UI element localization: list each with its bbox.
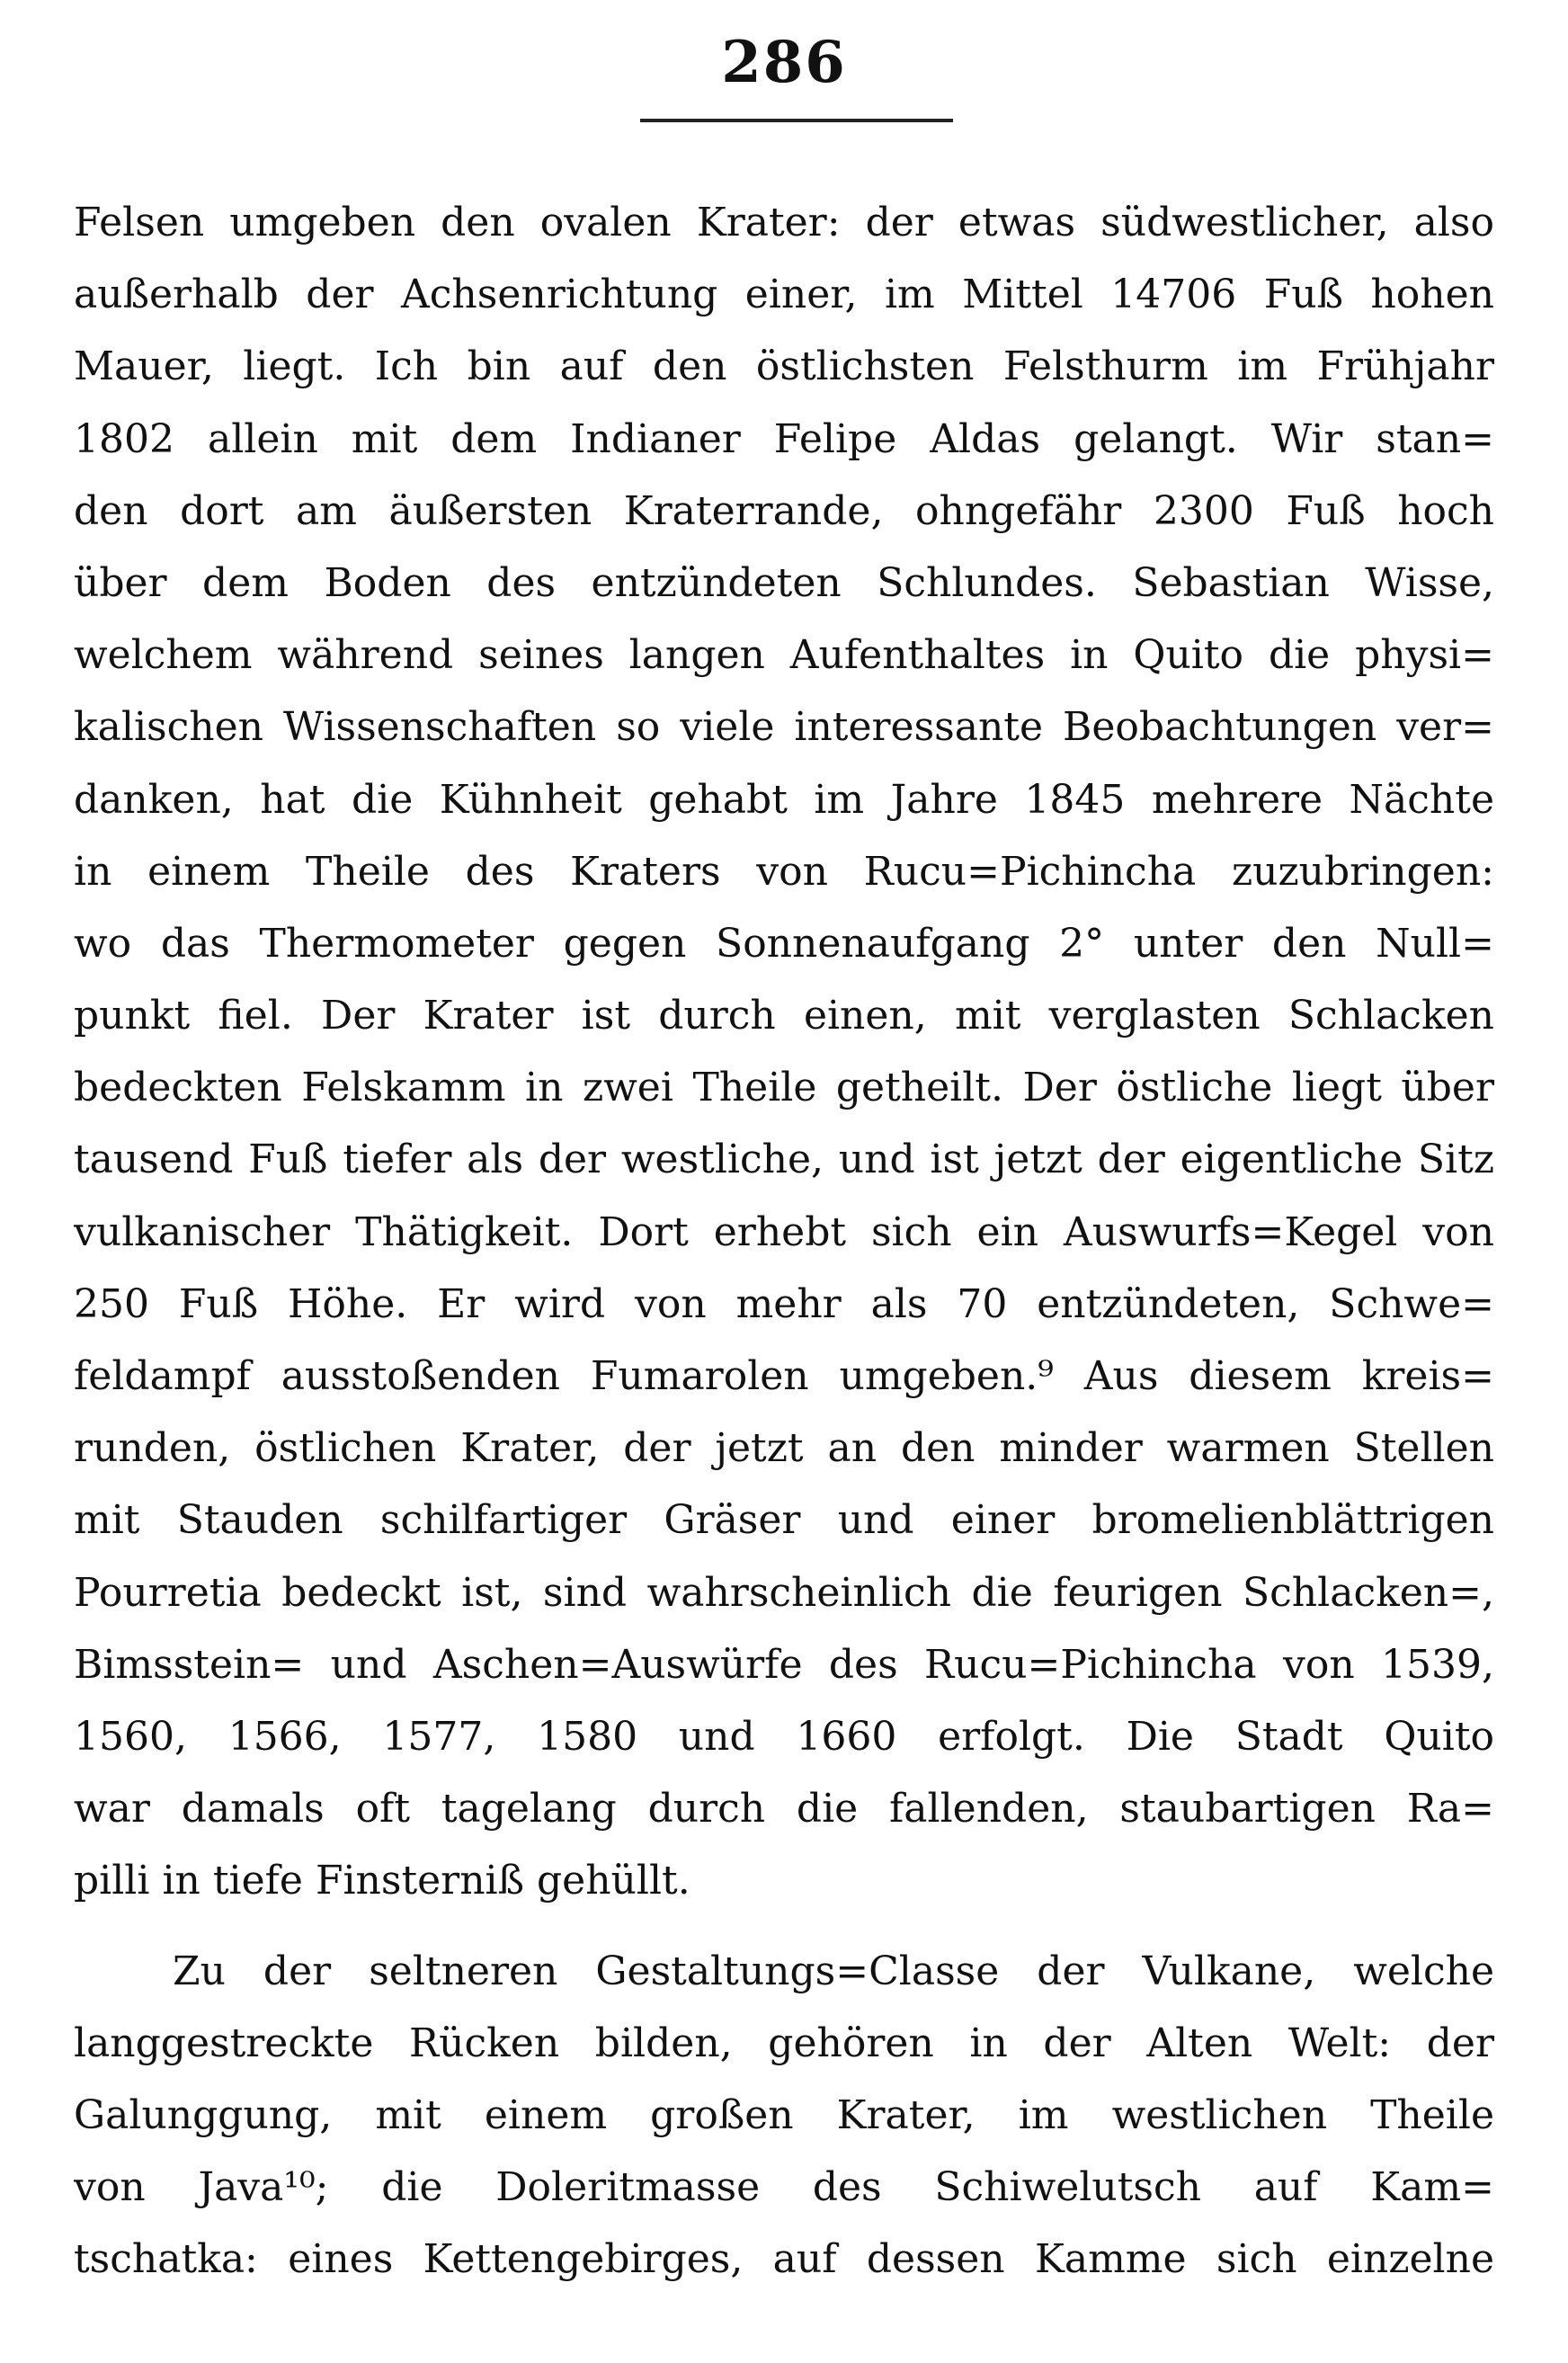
text-line: den dort am äußersten Kraterrande, ohngefähr 2300 Fuß hoch [74,487,1494,534]
text-line: langgestreckte Rücken bilden, gehören in der Alten Welt: der [74,2020,1494,2066]
text-line: Galunggung, mit einem großen Krater, im westlichen Theile [74,2091,1494,2138]
text-line: mit Stauden schilfartiger Gräser und einer bromelienblättrigen [74,1497,1494,1544]
text-line: Bimsstein= und Aschen=Auswürfe des Rucu=Pichincha von 1539, [74,1641,1494,1688]
text-line: danken, hat die Kühnheit gehabt im Jahre 1845 mehrere Nächte [74,776,1494,823]
text-line: feldampf ausstoßenden Fumarolen umgeben.⁹ Aus diesem kreis= [74,1353,1494,1399]
text-line: Zu der seltneren Gestaltungs=Classe der Vulkane, welche [173,1948,1494,1994]
text-line: war damals oft tagelang durch die fallenden, staubartigen Ra= [74,1786,1494,1832]
text-line: tausend Fuß tiefer als der westliche, und ist jetzt der eigentliche Sitz [74,1137,1494,1183]
text-line: Pourretia bedeckt ist, sind wahrscheinlich die feurigen Schlacken=, [74,1569,1494,1616]
text-line: in einem Theile des Kraters von Rucu=Pichincha zuzubringen: [74,848,1494,895]
text-line: wo das Thermometer gegen Sonnenaufgang 2° unter den Null= [74,920,1494,967]
text-line: von Java¹⁰; die Doleritmasse des Schiwelutsch auf Kam= [74,2164,1494,2211]
text-line: Felsen umgeben den ovalen Krater: der etwas südwestlicher, also [74,200,1494,245]
text-line: bedeckten Felskamm in zwei Theile getheilt. Der östliche liegt über [74,1065,1494,1111]
paragraph-gap [74,1918,1494,1936]
text-line: 1560, 1566, 1577, 1580 und 1660 erfolgt. Die Stadt Quito [74,1713,1494,1760]
text-line: welchem während seines langen Aufenthaltes in Quito die physi= [74,632,1494,679]
text-line: Mauer, liegt. Ich bin auf den östlichsten Felsthurm im Frühjahr [74,343,1494,390]
text-line: pilli in tiefe Finsterniß gehüllt. [74,1858,690,1904]
text-line: 250 Fuß Höhe. Er wird von mehr als 70 entzündeten, Schwe= [74,1280,1494,1327]
header-rule [640,119,953,122]
text-line: über dem Boden des entzündeten Schlundes. Sebastian Wisse, [74,559,1494,606]
paragraph-2 [74,1936,1494,2296]
text-line: kalischen Wissenschaften so viele interessante Beobachtungen ver= [74,704,1494,751]
text-line: tschatka: eines Kettengebirges, auf dessen Kamme sich einzelne [74,2236,1494,2283]
page-number: 286 [721,29,847,96]
body-text [74,187,1494,2296]
paragraph-1 [74,187,1494,1918]
text-line: außerhalb der Achsenrichtung einer, im Mittel 14706 Fuß hohen [74,272,1494,318]
text-line: runden, östlichen Krater, der jetzt an den minder warmen Stellen [74,1425,1494,1472]
text-line: 1802 allein mit dem Indianer Felipe Aldas gelangt. Wir stan= [74,415,1494,462]
text-line: punkt fiel. Der Krater ist durch einen, mit verglasten Schlacken [74,993,1494,1039]
text-line: vulkanischer Thätigkeit. Dort erhebt sich ein Auswurfs=Kegel von [74,1208,1494,1255]
